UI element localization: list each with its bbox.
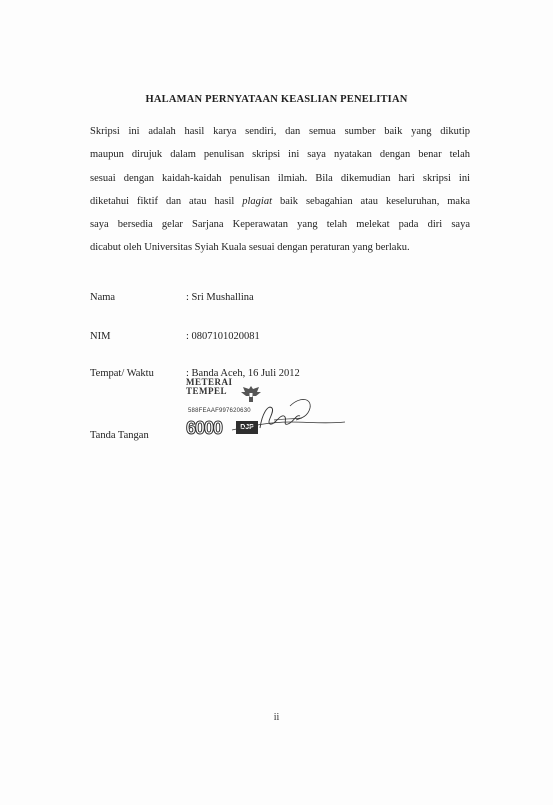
stamp-title-line: TEMPEL [186, 386, 228, 396]
stamp-title [186, 378, 233, 396]
paragraph-line-with-italic [90, 190, 470, 213]
paragraph-line: maupun dirujuk dalam penulisan skripsi ini saya nyatakan dengan benar telah [90, 149, 470, 161]
nim-label: NIM [90, 331, 111, 342]
italic-term: plagiat [242, 195, 272, 207]
paragraph-line: saya bersedia gelar Sarjana Keperawatan yang telah melekat pada diri saya [90, 219, 470, 231]
paragraph-text: baik sebagahian atau keseluruhan, maka [272, 195, 470, 207]
stamp-serial: 588FEAAF997620630 [188, 408, 251, 414]
document-title: HALAMAN PERNYATAAN KEASLIAN PENELITIAN [145, 94, 408, 105]
statement-paragraph [90, 120, 470, 260]
stamp-amount: 6000 [186, 418, 223, 438]
paragraph-text: diketahui fiktif dan atau hasil [90, 195, 243, 207]
stamp-issuer-logo: DJP [236, 421, 258, 434]
nim-value: : 0807101020081 [186, 331, 260, 342]
page-number: ii [273, 712, 280, 723]
handwritten-signature [230, 392, 350, 442]
tempat-waktu-label: Tempat/ Waktu [90, 368, 154, 379]
tempat-waktu-value: : Banda Aceh, 16 Juli 2012 [186, 368, 300, 379]
paragraph-line: dicabut oleh Universitas Syiah Kuala sesuai dengan peraturan yang berlaku. [90, 242, 410, 254]
paragraph-line: sesuai dengan kaidah-kaidah penulisan ilmiah. Bila dikemudian hari skripsi ini [90, 172, 470, 184]
nama-label: Nama [90, 292, 116, 303]
tanda-tangan-label: Tanda Tangan [90, 430, 149, 441]
stamp-title-line: METERAI [186, 377, 233, 387]
paragraph-line: Skripsi ini adalah hasil karya sendiri, dan semua sumber baik yang dikutip [90, 126, 470, 137]
nama-value: : Sri Mushallina [186, 292, 254, 303]
